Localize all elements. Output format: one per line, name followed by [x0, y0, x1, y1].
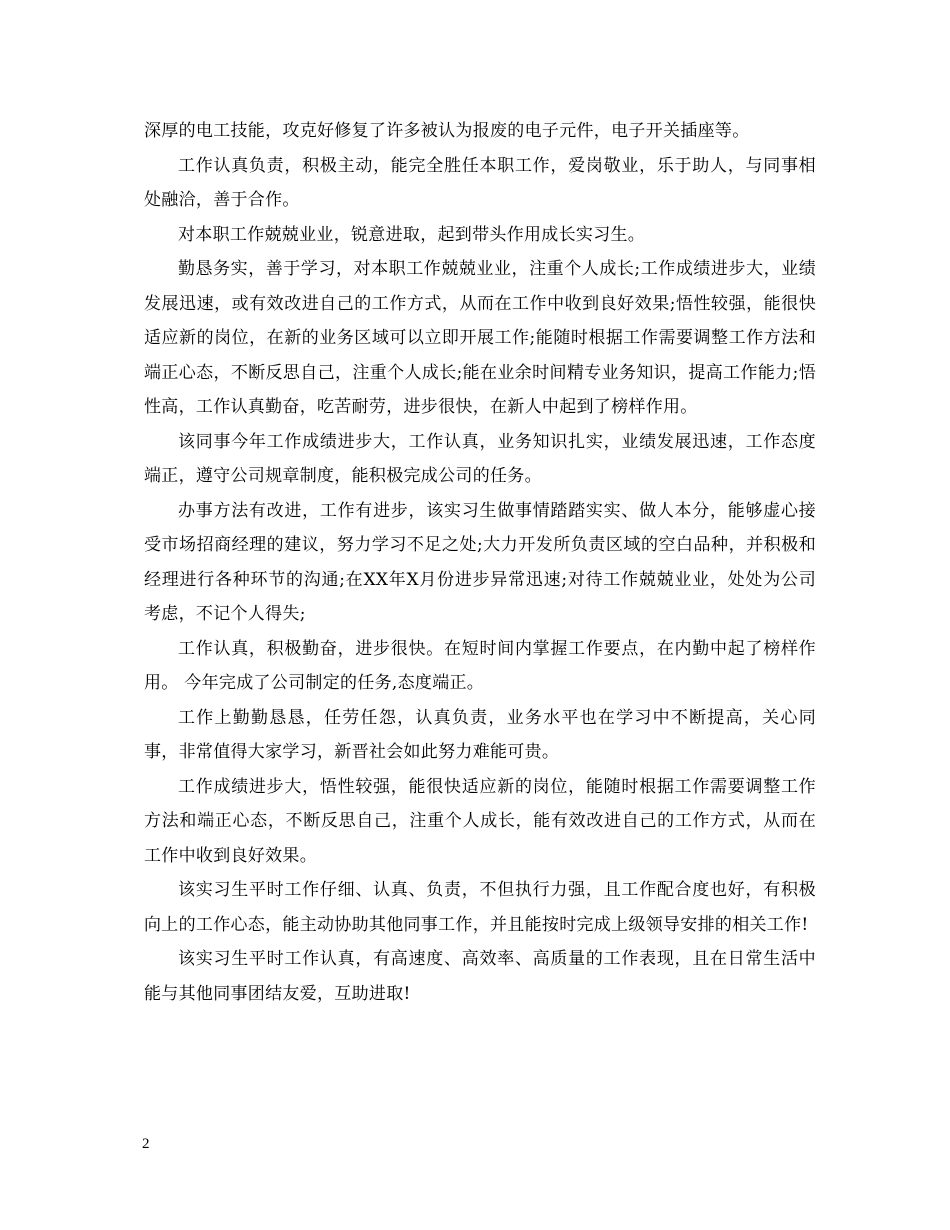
- paragraph-1: 深厚的电工技能，攻克好修复了许多被认为报废的电子元件，电子开关插座等。: [144, 121, 750, 141]
- paragraph-10: 该实习生平时工作仔细、认真、负责，不但执行力强，且工作配合度也好，有积极向上的工作心态，能主动协助其他同事工作，并且能按时完成上级领导安排的相关工作!: [144, 880, 816, 935]
- paragraph-5: 该同事今年工作成绩进步大，工作认真，业务知识扎实，业绩发展迅速，工作态度端正，遵守公司规章制度，能积极完成公司的任务。: [144, 431, 816, 486]
- paragraph-9: 工作成绩进步大，悟性较强，能很快适应新的岗位，能随时根据工作需要调整工作方法和端正心态，不断反思自己，注重个人成长，能有效改进自己的工作方式，从而在工作中收到良好效果。: [144, 776, 816, 866]
- paragraph-6: 办事方法有改进，工作有进步，该实习生做事情踏踏实实、做人本分，能够虚心接受市场招商经理的建议，努力学习不足之处;大力开发所负责区域的空白品种，并积极和经理进行各种环节的沟通;在XX年X月份进步异常迅速;对待工作兢兢业业，处处为公司考虑，不记个人得失;: [144, 500, 816, 624]
- paragraph-3: 对本职工作兢兢业业，锐意进取，起到带头作用成长实习生。: [178, 224, 646, 245]
- page-number: 2: [142, 1136, 150, 1152]
- document-body: [144, 114, 816, 1011]
- paragraph-11: 该实习生平时工作认真，有高速度、高效率、高质量的工作表现，且在日常生活中能与其他同事团结友爱，互助进取!: [144, 949, 816, 1004]
- paragraph-8: 工作上勤勤恳恳，任劳任怨，认真负责，业务水平也在学习中不断提高，关心同事，非常值得大家学习，新晋社会如此努力难能可贵。: [144, 707, 816, 762]
- paragraph-2: 工作认真负责，积极主动，能完全胜任本职工作，爱岗敬业，乐于助人，与同事相处融洽，善于合作。: [144, 155, 816, 210]
- paragraph-4: 勤恳务实，善于学习，对本职工作兢兢业业，注重个人成长;工作成绩进步大，业绩发展迅速，或有效改进自己的工作方式，从而在工作中收到良好效果;悟性较强，能很快适应新的岗位，在新的业务区域可以立即开展工作;能随时根据工作需要调整工作方法和端正心态，不断反思自己，注重个人成长;能在业余时间精专业务知识，提高工作能力;悟性高，工作认真勤奋，吃苦耐劳，进步很快，在新人中起到了榜样作用。: [144, 259, 816, 417]
- paragraph-7: 工作认真，积极勤奋，进步很快。在短时间内掌握工作要点，在内勤中起了榜样作用。 今年完成了公司制定的任务,态度端正。: [144, 638, 816, 693]
